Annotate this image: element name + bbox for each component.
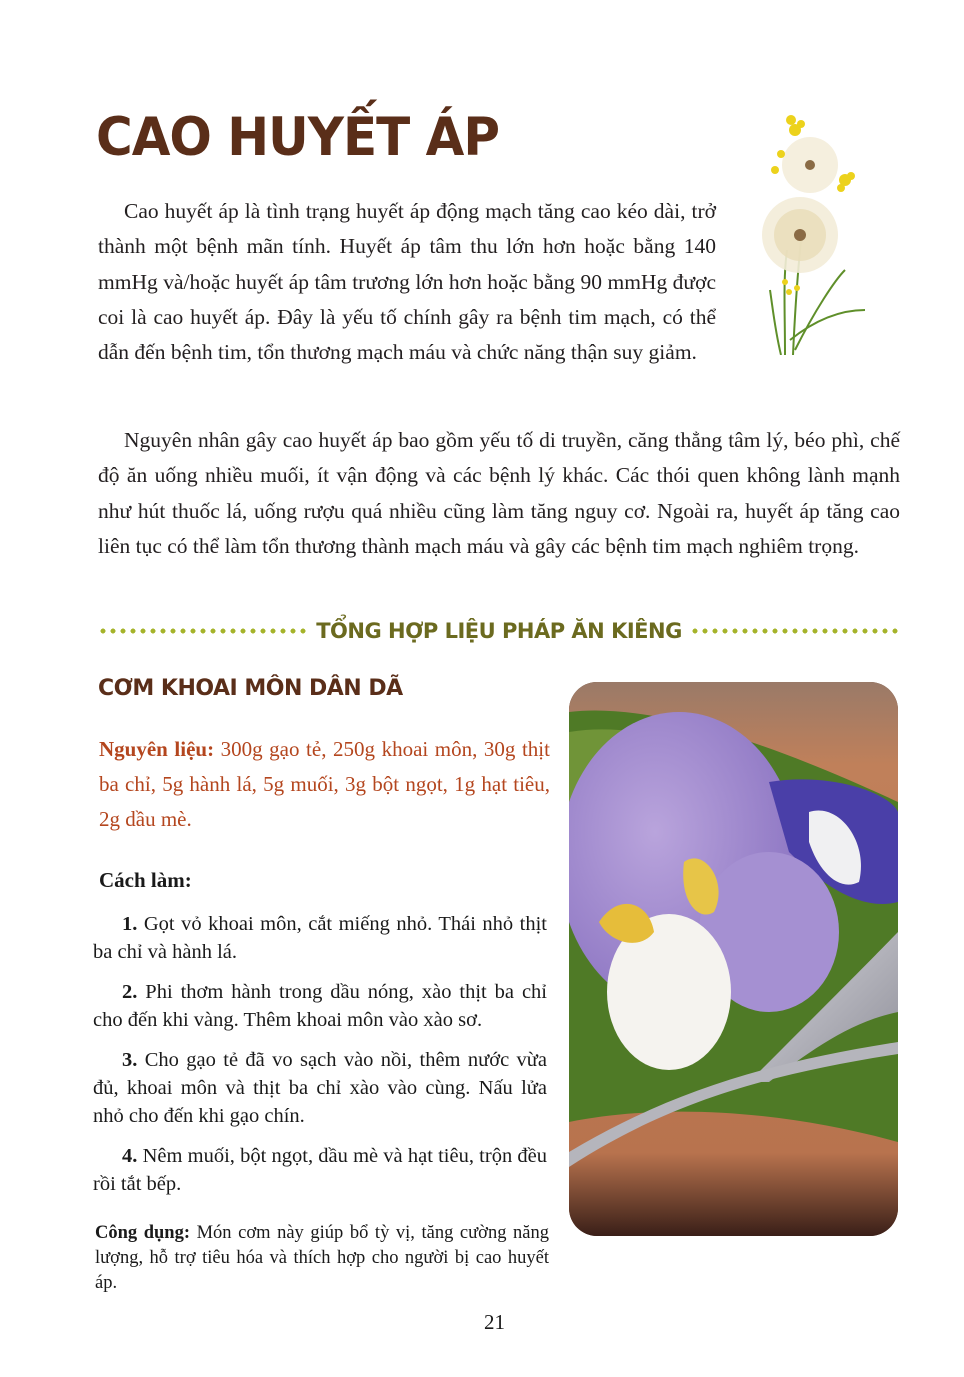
- recipe-title: CƠM KHOAI MÔN DÂN DÃ: [98, 676, 403, 701]
- step-4: [93, 1142, 547, 1198]
- section-divider: [98, 614, 900, 648]
- step-text: Phi thơm hành trong dầu nóng, xào thịt ba chỉ cho đến khi vàng. Thêm khoai môn vào xào sơ.: [93, 981, 547, 1031]
- step-1: [93, 910, 547, 966]
- step-number: 2.: [122, 981, 138, 1003]
- ingredients-list: 300g gạo tẻ, 250g khoai môn, 30g thịt ba chỉ, 5g hành lá, 5g muối, 3g bột ngọt, 1g hạt tiêu, 2g dầu mè.: [99, 737, 550, 831]
- method-heading: Cách làm:: [99, 868, 192, 892]
- usage-label: Công dụng:: [95, 1223, 191, 1243]
- section-divider-label: TỔNG HỢP LIỆU PHÁP ĂN KIÊNG: [316, 619, 682, 643]
- intro-paragraph-2: Nguyên nhân gây cao huyết áp bao gồm yếu tố di truyền, căng thẳng tâm lý, béo phì, chế độ ăn uống nhiều muối, ít vận động và các bệnh lý khác. Các thói quen không lành mạnh như hút thuốc lá, uống rượu quá nhiều cũng làm tăng nguy cơ. Ngoài ra, huyết áp tăng cao liên tục có thể làm tổn thương thành mạch máu và gây các bệnh tim mạch nghiêm trọng.: [98, 428, 900, 558]
- step-text: Gọt vỏ khoai môn, cắt miếng nhỏ. Thái nhỏ thịt ba chỉ và hành lá.: [93, 913, 547, 963]
- step-3: [93, 1046, 547, 1130]
- usage-description: Món cơm này giúp bổ tỳ vị, tăng cường năng lượng, hỗ trợ tiêu hóa và thích hợp cho người bị cao huyết áp.: [95, 1223, 549, 1293]
- step-number: 4.: [122, 1145, 138, 1167]
- usage-text: [95, 1221, 549, 1296]
- step-text: Nêm muối, bột ngọt, dầu mè và hạt tiêu, trộn đều rồi tắt bếp.: [93, 1145, 547, 1195]
- dotted-line-left: [98, 628, 308, 634]
- page-number: 21: [484, 1310, 505, 1334]
- step-text: Cho gạo tẻ đã vo sạch vào nồi, thêm nước vừa đủ, khoai môn và thịt ba chỉ xào vào cùng. Nấu lửa nhỏ cho đến khi gạo chín.: [93, 1049, 547, 1127]
- step-2: [93, 978, 547, 1034]
- dotted-line-right: [690, 628, 900, 634]
- step-number: 1.: [122, 913, 138, 935]
- ingredients-label: Nguyên liệu:: [99, 737, 215, 761]
- intro-paragraph-1: Cao huyết áp là tình trạng huyết áp động mạch tăng cao kéo dài, trở thành một bệnh mãn tính. Huyết áp tâm thu lớn hơn hoặc bằng 140 mmHg và/hoặc huyết áp tâm trương lớn hơn hoặc bằng 90 mmHg được coi là cao huyết áp. Đây là yếu tố chính gây ra bệnh tim mạch, có thể dẫn đến bệnh tim, tổn thương mạch máu và chức năng thận suy giảm.: [98, 199, 716, 365]
- taro-rice-photo-image: [569, 682, 898, 1236]
- page-title: CAO HUYẾT ÁP: [96, 106, 499, 168]
- dish-photo: [569, 682, 898, 1236]
- step-number: 3.: [122, 1049, 138, 1071]
- ingredients-text: [99, 732, 550, 837]
- dandelion-flower-image: [745, 110, 875, 355]
- method-steps: [93, 910, 547, 1210]
